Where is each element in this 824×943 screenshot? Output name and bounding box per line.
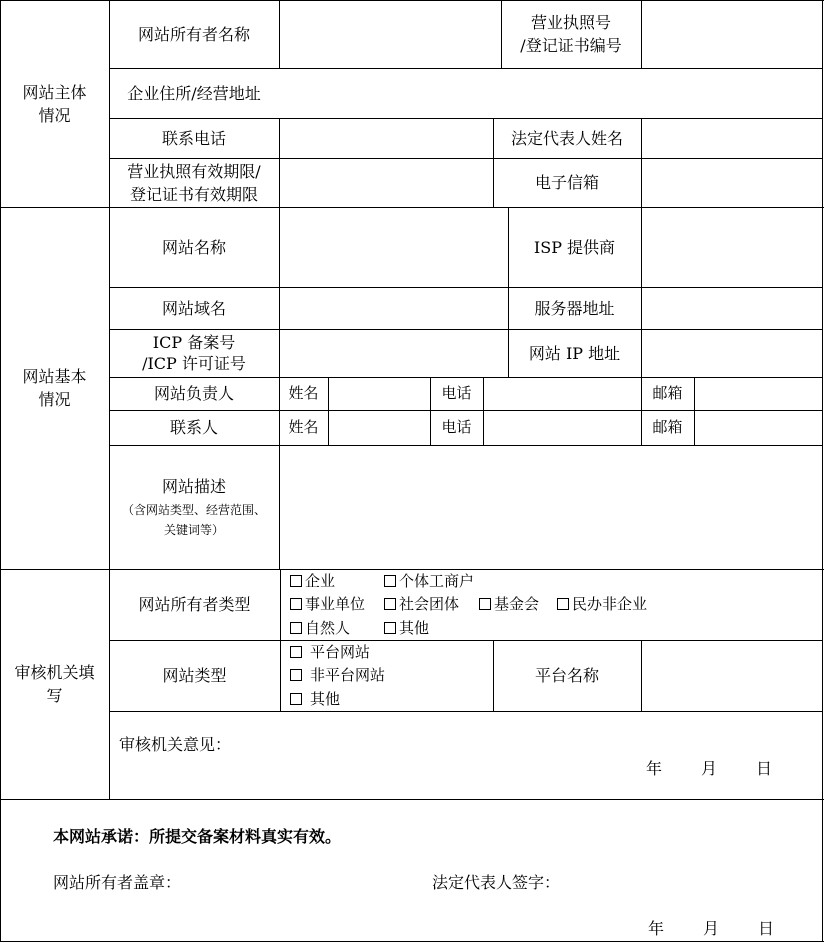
- checkbox-icon: [384, 622, 396, 634]
- owner-type-social-group-checkbox[interactable]: 社会团体: [384, 593, 459, 615]
- checkbox-icon: [290, 646, 302, 658]
- checkbox-icon: [557, 598, 569, 610]
- legal-rep-label: 法定代表人姓名: [510, 128, 623, 148]
- owner-type-other-checkbox[interactable]: 其他: [384, 617, 429, 639]
- checkbox-icon: [290, 693, 302, 705]
- review-date-day: 日: [756, 759, 773, 778]
- promise-date-year: 年: [648, 919, 665, 938]
- owner-seal-field[interactable]: [195, 868, 415, 898]
- site-name-field[interactable]: [280, 208, 508, 287]
- ip-field[interactable]: [642, 330, 822, 377]
- manager-phone-label: 电话: [441, 384, 472, 402]
- owner-seal-label: 网站所有者盖章：: [53, 873, 182, 892]
- checkbox-icon: [384, 598, 396, 610]
- owner-type-foundation-checkbox[interactable]: 基金会: [479, 593, 539, 615]
- contact-phone-field[interactable]: [484, 411, 641, 445]
- site-type-platform-checkbox[interactable]: 平台网站: [290, 641, 370, 663]
- platform-name-field[interactable]: [642, 641, 822, 711]
- checkbox-icon: [290, 669, 302, 681]
- license-number-label: 营业执照号 /登记证书编号: [520, 13, 622, 55]
- review-opinion-field[interactable]: [110, 760, 610, 796]
- manager-email-label: 邮箱: [652, 384, 683, 402]
- owner-type-private-nonenterprise-checkbox[interactable]: 民办非企业: [557, 593, 647, 615]
- domain-label: 网站域名: [161, 298, 226, 318]
- validity-label: 营业执照有效期限/ 登记证书有效期限: [127, 161, 261, 204]
- email-label: 电子信箱: [534, 173, 599, 192]
- checkbox-icon: [290, 575, 302, 587]
- owner-type-natural-person-checkbox[interactable]: 自然人: [290, 617, 350, 639]
- review-section-title: 审核机关填 写: [14, 663, 95, 705]
- manager-email-field[interactable]: [695, 378, 822, 410]
- review-date-year: 年: [646, 759, 663, 778]
- manager-phone-field[interactable]: [484, 378, 641, 410]
- manager-name-field[interactable]: [329, 378, 430, 410]
- review-opinion-label: 审核机关意见：: [119, 735, 232, 754]
- site-name-label: 网站名称: [161, 237, 226, 257]
- icp-field[interactable]: [280, 330, 508, 377]
- site-section-title: 网站基本 情况: [22, 367, 87, 409]
- manager-label: 网站负责人: [153, 384, 234, 403]
- contact-name-field[interactable]: [329, 411, 430, 445]
- promise-date-day: 日: [758, 919, 775, 938]
- legal-rep-signature-label: 法定代表人签字：: [432, 873, 561, 892]
- review-date-month: 月: [701, 759, 718, 778]
- platform-name-label: 平台名称: [534, 666, 599, 685]
- contact-email-field[interactable]: [695, 411, 822, 445]
- server-label: 服务器地址: [534, 298, 615, 318]
- site-description-label: 网站描述 （含网站类型、经营范围、 关键词等）: [121, 476, 266, 537]
- promise-statement: 本网站承诺：所提交备案材料真实有效。: [53, 827, 342, 846]
- contact-label: 联系人: [169, 418, 218, 437]
- site-type-other-checkbox[interactable]: 其他: [290, 688, 340, 710]
- contact-phone-label: 电话: [441, 418, 472, 436]
- site-description-field[interactable]: [280, 446, 822, 569]
- email-field[interactable]: [642, 159, 822, 207]
- contact-name-label: 姓名: [288, 418, 319, 436]
- phone-label: 联系电话: [161, 128, 226, 148]
- owner-section-title: 网站主体 情况: [22, 82, 87, 125]
- address-label: 企业住所/经营地址: [127, 83, 261, 103]
- site-type-label: 网站类型: [162, 666, 227, 685]
- ip-label: 网站 IP 地址: [528, 343, 621, 363]
- site-type-nonplatform-checkbox[interactable]: 非平台网站: [290, 664, 385, 686]
- checkbox-icon: [290, 598, 302, 610]
- phone-field[interactable]: [280, 119, 493, 158]
- server-field[interactable]: [642, 288, 822, 329]
- checkbox-icon: [290, 622, 302, 634]
- owner-name-field[interactable]: [280, 1, 501, 68]
- checkbox-icon: [479, 598, 491, 610]
- owner-name-label: 网站所有者名称: [137, 24, 250, 44]
- isp-field[interactable]: [642, 208, 822, 287]
- owner-type-individual-checkbox[interactable]: 个体工商户: [384, 570, 474, 592]
- domain-field[interactable]: [280, 288, 508, 329]
- promise-date-month: 月: [703, 919, 720, 938]
- owner-type-institution-checkbox[interactable]: 事业单位: [290, 593, 365, 615]
- manager-name-label: 姓名: [288, 384, 319, 402]
- validity-field[interactable]: [280, 159, 493, 207]
- license-number-field[interactable]: [642, 1, 822, 68]
- owner-type-label: 网站所有者类型: [138, 595, 251, 614]
- owner-type-enterprise-checkbox[interactable]: 企业: [290, 570, 335, 592]
- legal-rep-field[interactable]: [642, 119, 822, 158]
- icp-label: ICP 备案号 /ICP 许可证号: [142, 333, 246, 373]
- isp-label: ISP 提供商: [533, 237, 616, 257]
- contact-email-label: 邮箱: [652, 418, 683, 436]
- address-field[interactable]: [280, 69, 822, 118]
- legal-rep-signature-field[interactable]: [575, 868, 815, 898]
- checkbox-icon: [384, 575, 396, 587]
